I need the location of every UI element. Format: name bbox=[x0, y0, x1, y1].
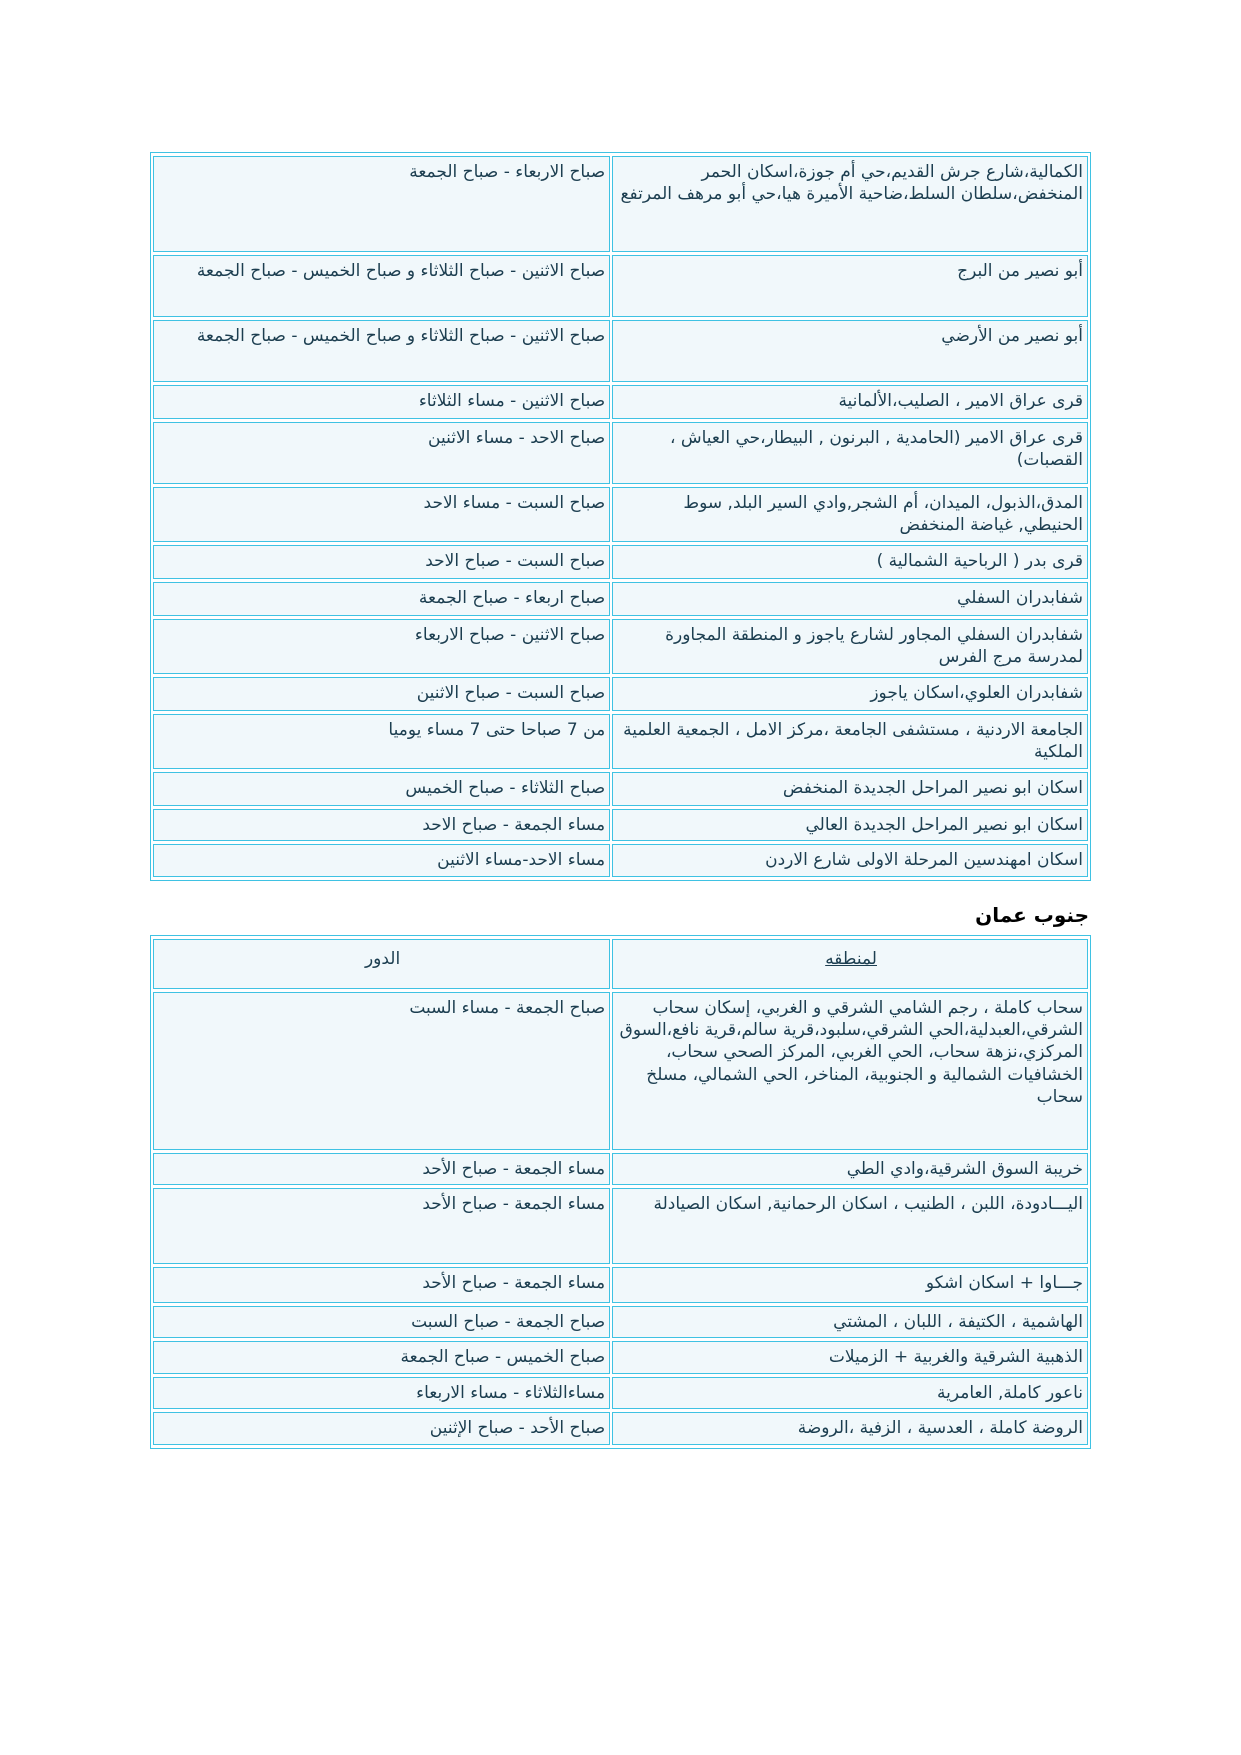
table-row bbox=[153, 772, 1088, 806]
area-cell bbox=[612, 385, 1088, 419]
schedule-cell-text: صباح السبت - صباح الاحد bbox=[425, 550, 606, 571]
schedule-cell bbox=[153, 156, 610, 252]
schedule-cell bbox=[153, 1188, 610, 1264]
area-cell-text: قرى عراق الامير (الحامدية , البرنون , البيطار،حي العياش ، القصبات) bbox=[669, 428, 1083, 471]
table-row bbox=[153, 619, 1088, 674]
area-cell bbox=[612, 422, 1088, 484]
table-row bbox=[153, 1306, 1088, 1338]
area-cell-text: الهاشمية ، الكتيفة ، اللبان ، المشتي bbox=[833, 1311, 1083, 1332]
schedule-cell-text: مساء الجمعة - صباح الاحد bbox=[422, 814, 606, 835]
area-cell bbox=[612, 582, 1088, 616]
area-cell bbox=[612, 677, 1088, 711]
table-row bbox=[153, 582, 1088, 616]
schedule-cell-text: صباح الاحد - مساء الاثنين bbox=[428, 428, 606, 448]
section-heading-south-amman: جنوب عمان bbox=[975, 902, 1089, 927]
table-row bbox=[153, 1153, 1088, 1185]
area-cell bbox=[612, 619, 1088, 674]
schedule-cell bbox=[153, 1377, 610, 1409]
schedule-cell-text: صباح الثلاثاء - صباح الخميس bbox=[405, 777, 606, 798]
area-cell-text: شفابدران السفلي bbox=[957, 587, 1083, 608]
area-cell-text: الكمالية،شارع جرش القديم،حي أم جوزة،اسكان الحمر المنخفض،سلطان السلط،ضاحية الأميرة هيا،حي أبو مرهف المرتفع bbox=[620, 162, 1083, 205]
table-row bbox=[153, 809, 1088, 841]
schedule-cell-text: صباح اربعاء - صباح الجمعة bbox=[418, 587, 606, 608]
table-row bbox=[153, 156, 1088, 252]
area-cell bbox=[612, 487, 1088, 542]
schedule-cell-text: مساء الجمعة - صباح الأحد bbox=[422, 1272, 606, 1293]
area-cell-text: خريبة السوق الشرقية،وادي الطي bbox=[846, 1158, 1083, 1179]
table-row bbox=[153, 844, 1088, 876]
area-cell-text: الروضة كاملة ، العدسية ، الزفية ،الروضة bbox=[797, 1418, 1083, 1439]
table-body bbox=[153, 939, 1088, 1445]
table-body bbox=[153, 156, 1088, 877]
area-cell bbox=[612, 1267, 1088, 1303]
area-cell bbox=[612, 1377, 1088, 1409]
area-header-label: لمنطقه bbox=[825, 948, 877, 969]
schedule-cell bbox=[153, 385, 610, 419]
area-cell bbox=[612, 1412, 1088, 1444]
table-row bbox=[153, 545, 1088, 579]
table-row bbox=[153, 255, 1088, 317]
schedule-cell-text: صباح الاثنين - صباح الاربعاء bbox=[414, 624, 606, 645]
schedule-header-label: الدور bbox=[364, 948, 401, 969]
schedule-cell-text: صباح الاربعاء - صباح الجمعة bbox=[409, 162, 606, 182]
area-cell-text: المدق،الذبول، الميدان، أم الشجر,وادي السير البلد, سوط الحنيطي, غياضة المنخفض bbox=[683, 493, 1083, 536]
schedule-cell-text: صباح السبت - صباح الاثنين bbox=[416, 682, 606, 703]
table-row bbox=[153, 1412, 1088, 1444]
area-cell bbox=[612, 1153, 1088, 1185]
schedule-cell bbox=[153, 582, 610, 616]
area-cell-text: اسكان ابو نصير المراحل الجديدة المنخفض bbox=[782, 777, 1083, 798]
schedule-cell bbox=[153, 677, 610, 711]
area-cell-text: شفابدران العلوي،اسكان ياجوز bbox=[870, 682, 1083, 703]
table-row bbox=[153, 714, 1088, 769]
area-cell bbox=[612, 545, 1088, 579]
schedule-cell-text: صباح السبت - مساء الاحد bbox=[423, 493, 606, 513]
area-cell bbox=[612, 809, 1088, 841]
area-cell-text: ناعور كاملة, العامرية bbox=[937, 1382, 1083, 1403]
area-cell-text: أبو نصير من البرج bbox=[957, 261, 1083, 281]
schedule-cell-text: صباح الجمعة - مساء السبت bbox=[409, 997, 606, 1018]
schedule-cell bbox=[153, 992, 610, 1150]
schedule-cell bbox=[153, 487, 610, 542]
area-cell-text: الذهبية الشرقية والغربية + الزميلات bbox=[828, 1347, 1083, 1368]
schedule-cell bbox=[153, 809, 610, 841]
area-cell-text: شفابدران السفلي المجاور لشارع ياجوز و المنطقة المجاورة لمدرسة مرج الفرس bbox=[665, 624, 1083, 668]
area-cell bbox=[612, 1306, 1088, 1338]
table-row bbox=[153, 487, 1088, 542]
area-cell-text: اسكان امهندسين المرحلة الاولى شارع الاردن bbox=[765, 850, 1083, 871]
schedule-cell-text: مساءالثلاثاء - مساء الاربعاء bbox=[416, 1382, 606, 1403]
area-cell-text: الجامعة الاردنية ، مستشفى الجامعة ،مركز الامل ، الجمعية العلمية الملكية bbox=[623, 719, 1083, 763]
area-cell bbox=[612, 992, 1088, 1150]
schedule-cell-text: صباح الخميس - صباح الجمعة bbox=[400, 1347, 606, 1368]
table-row bbox=[153, 1188, 1088, 1264]
table-row bbox=[153, 1341, 1088, 1373]
table-row bbox=[153, 385, 1088, 419]
south-amman-schedule-table bbox=[150, 935, 1091, 1449]
area-cell-text: أبو نصير من الأرضي bbox=[941, 326, 1083, 346]
schedule-cell bbox=[153, 422, 610, 484]
schedule-cell-text: مساء الاحد-مساء الاثنين bbox=[437, 850, 606, 871]
header-row bbox=[153, 939, 1088, 989]
schedule-cell bbox=[153, 1306, 610, 1338]
schedule-cell bbox=[153, 320, 610, 382]
area-cell-text: قرى عراق الامير ، الصليب،الألمانية bbox=[838, 391, 1083, 411]
schedule-cell-text: صباح الأحد - صباح الإثنين bbox=[429, 1418, 606, 1439]
schedule-cell-text: صباح الاثنين - مساء الثلاثاء bbox=[418, 391, 606, 411]
schedule-cell bbox=[153, 619, 610, 674]
schedule-cell-text: صباح الاثنين - صباح الثلاثاء و صباح الخميس - صباح الجمعة bbox=[196, 326, 606, 346]
north-amman-schedule-table bbox=[150, 152, 1091, 881]
area-cell bbox=[612, 255, 1088, 317]
area-header-cell bbox=[612, 939, 1088, 989]
area-cell bbox=[612, 156, 1088, 252]
table-row bbox=[153, 422, 1088, 484]
schedule-cell-text: صباح الجمعة - صباح السبت bbox=[411, 1311, 606, 1332]
schedule-header-cell bbox=[153, 939, 610, 989]
schedule-cell bbox=[153, 714, 610, 769]
schedule-cell-text: مساء الجمعة - صباح الأحد bbox=[422, 1158, 606, 1179]
table-row bbox=[153, 992, 1088, 1150]
area-cell-text: قرى بدر ( الرباحية الشمالية ) bbox=[876, 550, 1083, 571]
area-cell bbox=[612, 772, 1088, 806]
schedule-cell bbox=[153, 1341, 610, 1373]
area-cell-text: اليـــادودة، اللبن ، الطنيب ، اسكان الرحمانية, اسكان الصيادلة bbox=[653, 1193, 1083, 1214]
table-row bbox=[153, 1377, 1088, 1409]
schedule-cell bbox=[153, 844, 610, 876]
schedule-cell bbox=[153, 545, 610, 579]
area-cell-text: سحاب كاملة ، رجم الشامي الشرقي و الغربي، إسكان سحاب الشرقي،العبدلية،الحي الشرقي،سلبود،قرية سالم،قرية نافع،السوق المركزي،نزهة سحاب، الحي الغربي، المركز الصحي سحاب، الخشافيات الشمالية و الجنوبية، المناخر، الحي الشمالي، مسلخ سحاب bbox=[619, 997, 1083, 1108]
schedule-cell bbox=[153, 255, 610, 317]
schedule-cell-text: صباح الاثنين - صباح الثلاثاء و صباح الخميس - صباح الجمعة bbox=[196, 261, 606, 281]
area-cell bbox=[612, 320, 1088, 382]
schedule-cell-text: من 7 صباحا حتى 7 مساء يوميا bbox=[388, 719, 606, 740]
schedule-cell bbox=[153, 1412, 610, 1444]
table-row bbox=[153, 1267, 1088, 1303]
area-cell bbox=[612, 844, 1088, 876]
area-cell bbox=[612, 1188, 1088, 1264]
schedule-cell bbox=[153, 1267, 610, 1303]
table-row bbox=[153, 677, 1088, 711]
table-row bbox=[153, 320, 1088, 382]
schedule-cell bbox=[153, 1153, 610, 1185]
area-cell-text: جـــاوا + اسكان اشكو bbox=[925, 1272, 1083, 1293]
schedule-cell bbox=[153, 772, 610, 806]
area-cell bbox=[612, 714, 1088, 769]
schedule-cell-text: مساء الجمعة - صباح الأحد bbox=[422, 1193, 606, 1214]
area-cell-text: اسكان ابو نصير المراحل الجديدة العالي bbox=[805, 814, 1083, 835]
area-cell bbox=[612, 1341, 1088, 1373]
